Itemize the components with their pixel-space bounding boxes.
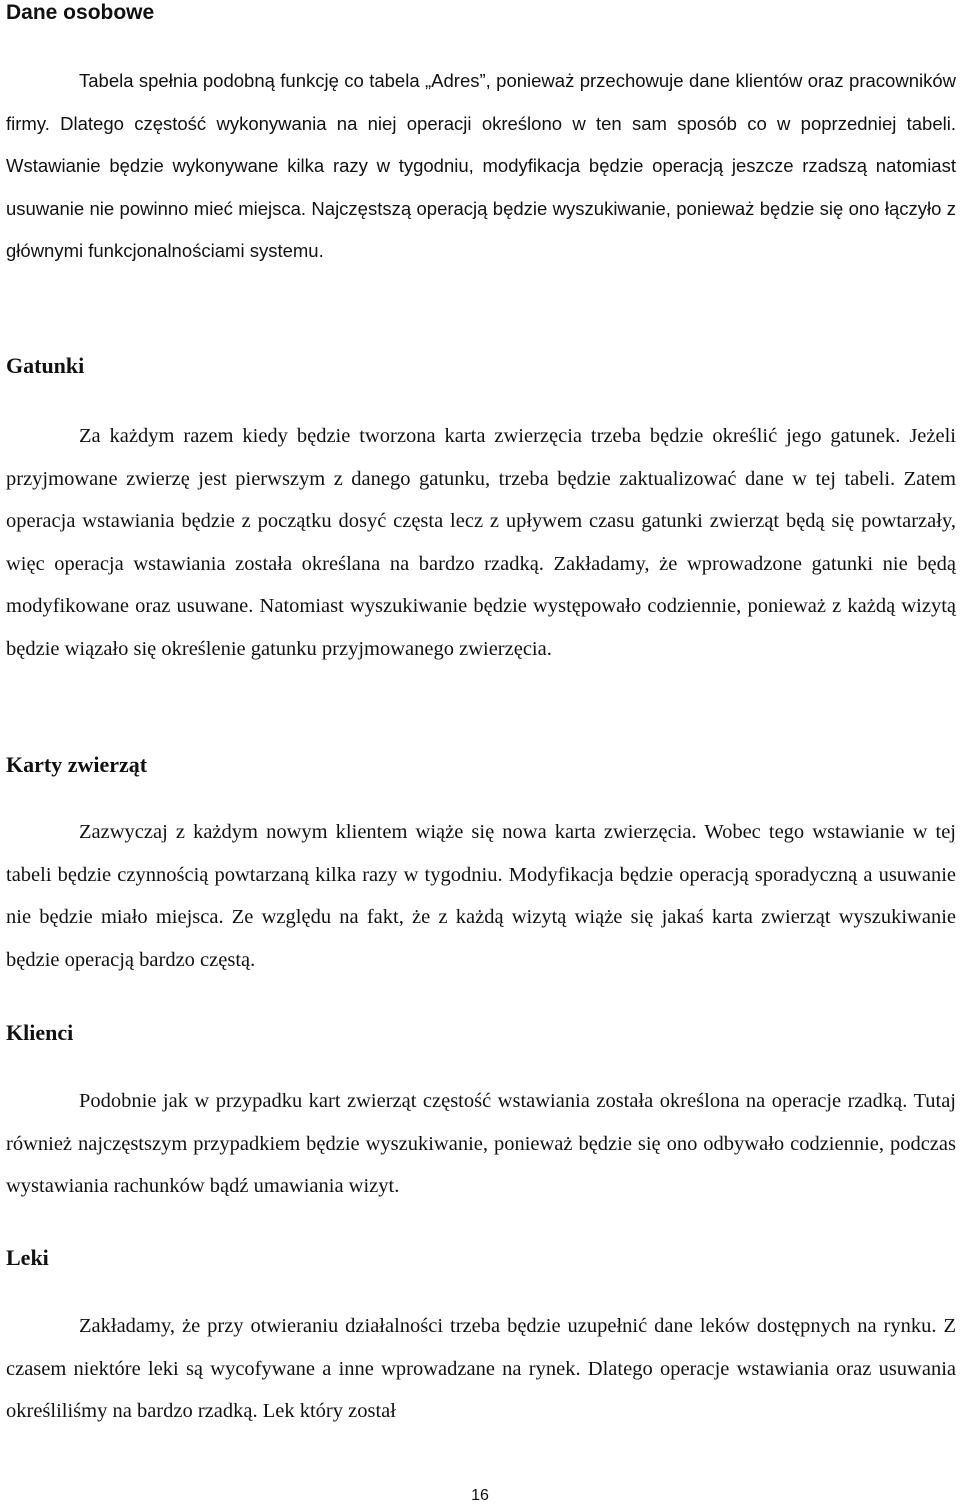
- section-heading-karty-zwierzat: Karty zwierząt: [6, 752, 148, 777]
- page-number: 16: [471, 1487, 489, 1504]
- section-heading-klienci: Klienci: [6, 1020, 74, 1045]
- section-heading-gatunki: Gatunki: [6, 353, 85, 378]
- section-heading-leki: Leki: [6, 1245, 49, 1270]
- section-paragraph-dane-osobowe: Tabela spełnia podobną funkcję co tabela „Adres”, ponieważ przechowuje dane klientów oraz pracowników firmy. Dlatego częstość wykonywania na niej operacji określono w ten sam sposób co w poprzedniej tabeli. Wstawianie będzie wykonywane kilka razy w tygodniu, modyfikacja będzie operacją jeszcze rzadszą natomiast usuwanie nie powinno mieć miejsca. Najczęstszą operacją będzie wyszukiwanie, ponieważ będzie się ono łączyło z głównymi funkcjonalnościami systemu.: [6, 70, 956, 261]
- section-heading-dane-osobowe: Dane osobowe: [6, 1, 155, 24]
- section-paragraph-leki: Zakładamy, że przy otwieraniu działalności trzeba będzie uzupełnić dane leków dostępnych na rynku. Z czasem niektóre leki są wycofywane a inne wprowadzane na rynek. Dlatego operacje wstawiania oraz usuwania określiliśmy na bardzo rzadką. Lek który został: [6, 1315, 956, 1422]
- section-paragraph-gatunki: Za każdym razem kiedy będzie tworzona karta zwierzęcia trzeba będzie określić jego gatunek. Jeżeli przyjmowane zwierzę jest pierwszym z danego gatunku, trzeba będzie zaktualizować dane w tej tabeli. Zatem operacja wstawiania będzie z początku dosyć częsta lecz z upływem czasu gatunki zwierząt będą się powtarzały, więc operacja wstawiania została określana na bardzo rzadką. Zakładamy, że wprowadzone gatunki nie będą modyfikowane oraz usuwane. Natomiast wyszukiwanie będzie występowało codziennie, ponieważ z każdą wizytą będzie wiązało się określenie gatunku przyjmowanego zwierzęcia.: [6, 425, 956, 660]
- section-paragraph-klienci: Podobnie jak w przypadku kart zwierząt częstość wstawiania została określona na operacje rzadką. Tutaj również najczęstszym przypadkiem będzie wyszukiwanie, ponieważ będzie się ono odbywało codziennie, podczas wystawiania rachunków bądź umawiania wizyt.: [6, 1090, 956, 1197]
- section-paragraph-karty-zwierzat: Zazwyczaj z każdym nowym klientem wiąże się nowa karta zwierzęcia. Wobec tego wstawianie w tej tabeli będzie czynnością powtarzaną kilka razy w tygodniu. Modyfikacja będzie operacją sporadyczną a usuwanie nie będzie miało miejsca. Ze względu na fakt, że z każdą wizytą wiąże się jakaś karta zwierząt wyszukiwanie będzie operacją bardzo częstą.: [6, 821, 956, 971]
